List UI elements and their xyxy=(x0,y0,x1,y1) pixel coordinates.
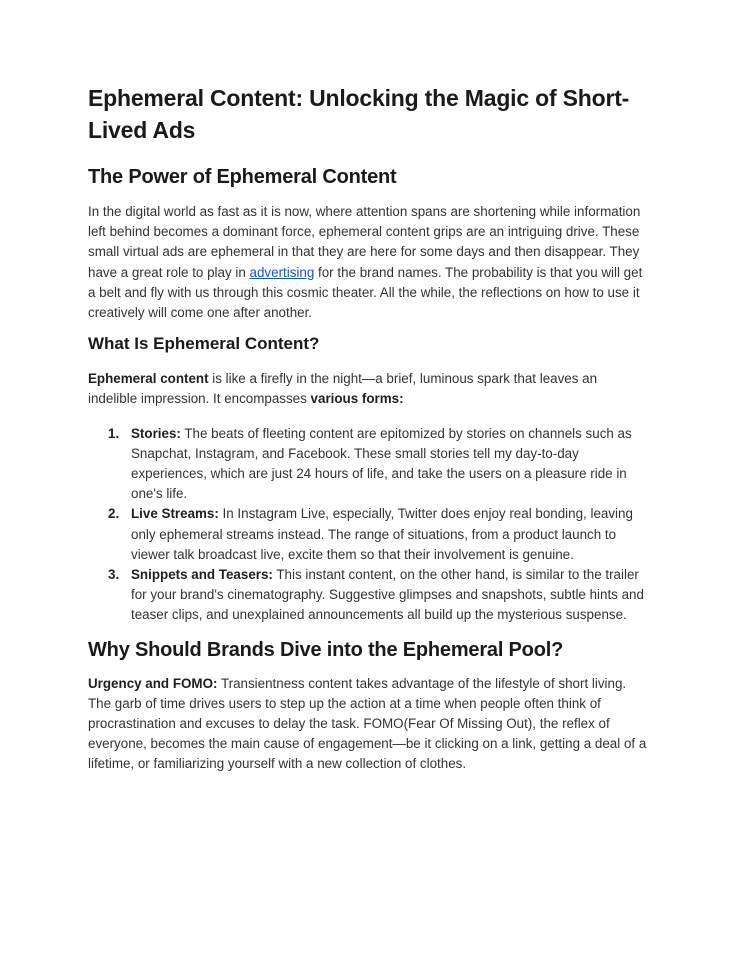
advertising-link[interactable]: advertising xyxy=(249,264,315,280)
page-title: Ephemeral Content: Unlocking the Magic of Short-Lived Ads xyxy=(88,85,630,143)
various-forms-term: various forms: xyxy=(310,391,404,407)
list-number: 3. xyxy=(108,567,120,583)
list-item-text: The beats of fleeting content are epitomized by stories on channels such as Snapchat, Instagram, and Facebook. These small stories tell my day-to-day experiences, which are just 24 hours of life, and take the users on a pleasure ride in one's life. xyxy=(131,425,632,502)
list-item-live-streams xyxy=(88,504,648,565)
paragraph-urgency-text: Transientness content takes advantage of the lifestyle of short living. The garb of time drives users to step up the action at a time when people often think of procrastination and excuses to delay the task. FOMO(Fear Of Missing Out), the reflex of everyone, becomes the main cause of engagement—be it clicking on a link, getting a deal of a lifetime, or familiarizing yourself with a new collection of clothes. xyxy=(88,675,647,772)
list-item-stories xyxy=(88,424,648,505)
list-item-snippets xyxy=(88,565,648,626)
paragraph-what-is xyxy=(88,369,648,409)
paragraph-power-text-before: In the digital world as fast as it is now, where attention spans are shortening while information left behind becomes a dominant force, ephemeral content grips are an intriguing drive. These small virtual ads are ephemeral in that they are here for some days and then disappear. They have a great role to play in xyxy=(88,204,641,280)
section-heading-why-brands: Why Should Brands Dive into the Ephemeral Pool? xyxy=(88,638,564,661)
list-item-label: Snippets and Teasers: xyxy=(131,567,273,583)
list-item-label: Stories: xyxy=(131,425,181,441)
paragraph-power-text-after: for the brand names. The probability is that you will get a belt and fly with us through this cosmic theater. All the while, the reflections on how to use it creatively will come one after another. xyxy=(88,264,643,321)
document-body xyxy=(88,82,648,775)
paragraph-power xyxy=(88,202,648,323)
section-heading-power: The Power of Ephemeral Content xyxy=(88,166,397,188)
list-item-label: Live Streams: xyxy=(131,506,219,522)
list-number: 2. xyxy=(108,506,120,522)
list-number: 1. xyxy=(108,425,120,441)
forms-list xyxy=(88,424,648,626)
list-item-text: In Instagram Live, especially, Twitter does enjoy real bonding, leaving only ephemeral streams instead. The range of situations, from a product launch to viewer talk broadcast live, excite them so that their involvement is genuine. xyxy=(131,506,633,562)
paragraph-urgency xyxy=(88,674,648,775)
paragraph-what-is-text: is like a firefly in the night—a brief, luminous spark that leaves an indelible impression. It encompasses xyxy=(88,371,598,407)
ephemeral-content-term: Ephemeral content xyxy=(88,371,209,387)
section-heading-what-is: What Is Ephemeral Content? xyxy=(88,334,320,354)
list-item-text: This instant content, on the other hand, is similar to the trailer for your brand's cinematography. Suggestive glimpses and snapshots, subtle hints and teaser clips, and unexplained announcements all build up the mysterious suspense. xyxy=(131,567,644,623)
urgency-fomo-term: Urgency and FOMO: xyxy=(88,675,218,691)
